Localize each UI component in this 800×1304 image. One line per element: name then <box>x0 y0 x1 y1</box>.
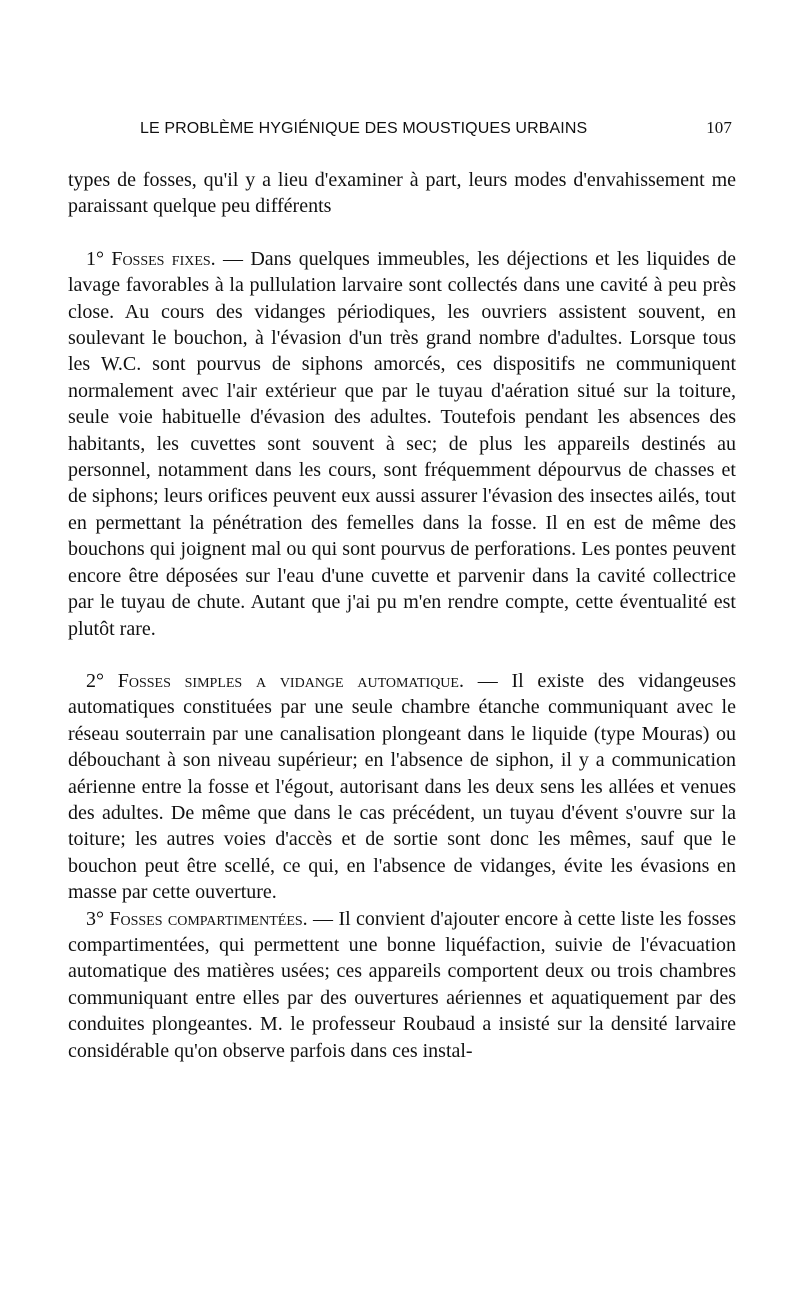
running-header <box>140 118 736 146</box>
section-heading: Fosses fixes. <box>111 247 216 270</box>
em-dash: — <box>307 907 339 930</box>
document-page <box>68 118 736 1064</box>
em-dash: — <box>463 669 512 692</box>
paragraph-text: types de fosses, qu'il y a lieu d'examiner à part, leurs modes d'envahissement me paraissant quelque peu différents <box>68 169 736 218</box>
section-number: 2° <box>86 669 118 692</box>
paragraph-fosses-simples <box>68 668 736 906</box>
running-title: LE PROBLÈME HYGIÉNIQUE DES MOUSTIQUES URBAINS <box>140 120 588 137</box>
body-text <box>68 167 736 1064</box>
page-number: 107 <box>706 118 732 137</box>
section-heading: Fosses simples a vidange automatique. <box>117 669 464 692</box>
paragraph-fosses-fixes <box>68 246 736 642</box>
section-heading: Fosses compartimentées. <box>109 907 308 930</box>
paragraph-text: Il convient d'ajouter encore à cette liste les fosses compartimentées, qui permettent une bonne liquéfaction, suivie de l'évacuation automatique des matières usées; ces appareils comportent deux ou trois chambres communiquant entre elles par des ouvertures aériennes et aquatiquement par des conduites plongeantes. M. le professeur Roubaud a insisté sur la densité larvaire considérable qu'on observe parfois dans ces instal- <box>68 907 737 1062</box>
paragraph-text: Il existe des vidangeuses automatiques constituées par une seule chambre étanche communiquant avec le réseau souterrain par une canalisation plongeant dans le liquide (type Mouras) ou débouchant à son niveau supérieur; en l'absence de siphon, il y a communication aérienne entre la fosse et l'égout, autorisant dans les deux sens les allées et venues des adultes. De même que dans le cas précédent, un tuyau d'évent s'ouvre sur la toiture; les autres voies d'accès et de sortie sont donc les mêmes, sauf que le bouchon peut être scellé, ce qui, en l'absence de vidanges, évite les évasions en masse par cette ouverture. <box>68 669 736 904</box>
section-number: 3° <box>86 907 110 930</box>
paragraph-text: Dans quelques immeubles, les déjections et les liquides de lavage favorables à la pullulation larvaire sont collectés dans une cavité à peu près close. Au cours des vidanges périodiques, les ouvriers assistent souvent, en soulevant le bouchon, à l'évasion d'un très grand nombre d'adultes. Lorsque tous les W.C. sont pourvus de siphons amorcés, ces dispositifs ne communiquent normalement avec l'air extérieur que par le tuyau d'aération situé sur la toiture, seule voie habituelle d'évasion des adultes. Toutefois pendant les absences des habitants, les cuvettes sont souvent à sec; de plus les appareils destinés au personnel, notamment dans les cours, sont fréquemment dépourvus de chasses et de siphons; leurs orifices peuvent eux aussi assurer l'évasion des insectes ailés, tout en permettant la pénétration des femelles dans la fosse. Il en est de même des bouchons qui joignent mal ou qui sont pourvus de perforations. Les pontes peuvent encore être déposées sur l'eau d'une cuvette et parvenir dans la cavité collectrice par le tuyau de chute. Autant que j'ai pu m'en rendre compte, cette éventualité est plutôt rare. <box>68 247 736 640</box>
paragraph-intro <box>68 167 736 220</box>
paragraph-fosses-compartimentees <box>68 906 736 1064</box>
em-dash: — <box>215 247 251 270</box>
section-number: 1° <box>86 247 112 270</box>
